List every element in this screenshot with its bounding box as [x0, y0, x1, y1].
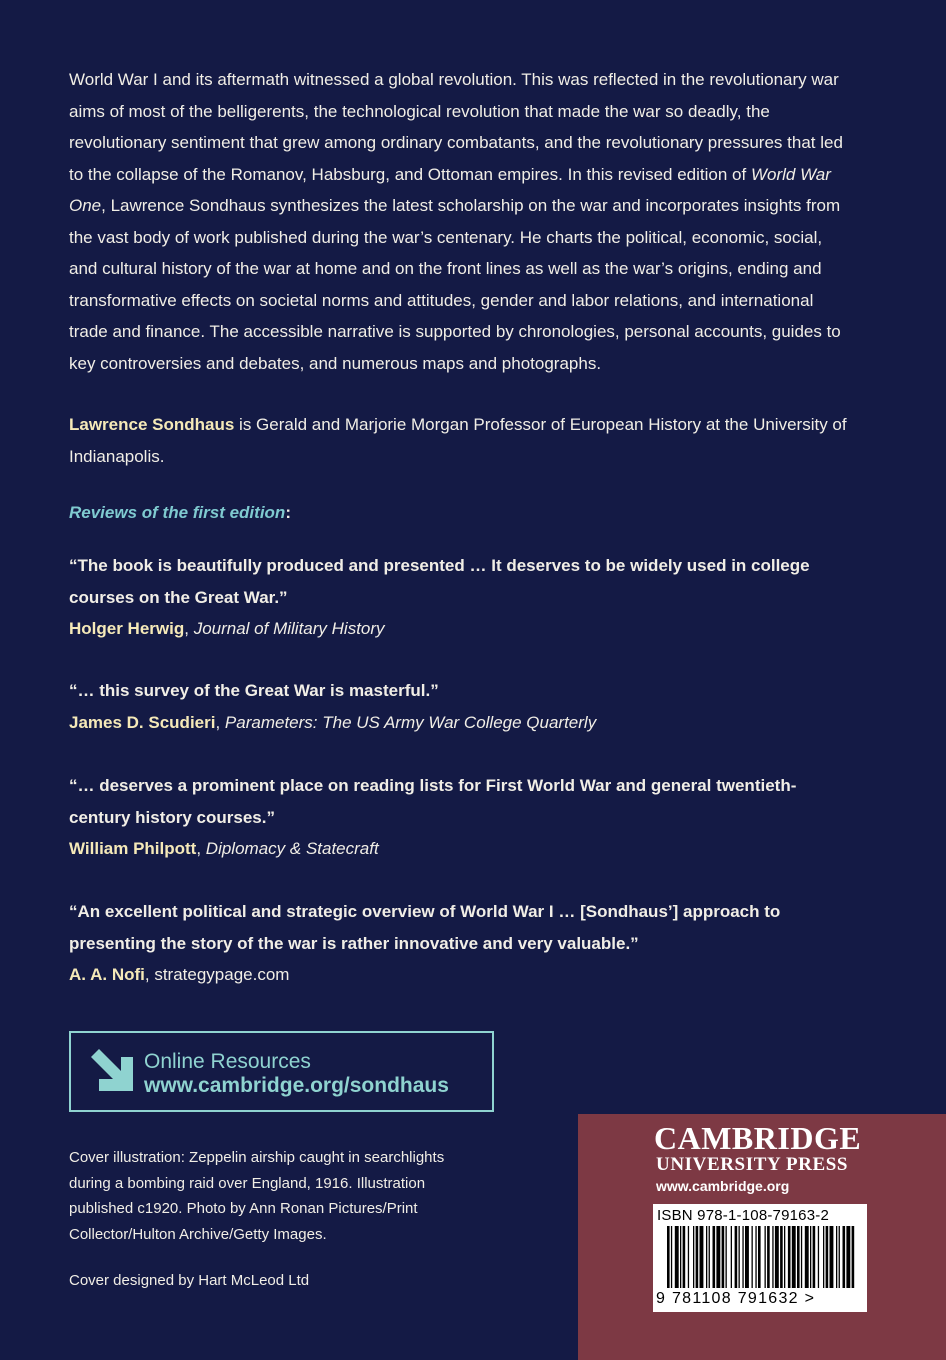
- reviewer-name: Holger Herwig: [69, 619, 185, 638]
- online-resources-title: Online Resources: [144, 1050, 311, 1073]
- publisher-logo-sub: UNIVERSITY PRESS: [656, 1154, 849, 1175]
- book-title: World War One: [69, 164, 831, 215]
- review-quote: “An excellent political and strategic overview of World War I … [Sondhaus’] approach to presenting the story of the war is rather innovative and very valuable.”: [69, 902, 781, 953]
- publisher-logo-name: CAMBRIDGE: [654, 1120, 862, 1156]
- barcode-bar: [726, 1226, 727, 1288]
- publisher-panel: [578, 1114, 946, 1360]
- barcode-bar: [765, 1226, 766, 1288]
- isbn-label: ISBN 978-1-108-79163-2: [657, 1207, 830, 1224]
- barcode-bar: [767, 1226, 770, 1288]
- author-bio-text: is Gerald and Marjorie Morgan Professor of European History at the University of Indianapolis.: [69, 415, 847, 466]
- barcode-bar: [693, 1226, 694, 1288]
- author-name: Lawrence Sondhaus: [69, 415, 235, 434]
- isbn-barcode: [653, 1204, 867, 1312]
- barcode-bar: [780, 1226, 783, 1288]
- barcode-bar: [826, 1226, 829, 1288]
- barcode-bar: [852, 1226, 855, 1288]
- barcode-bar: [836, 1226, 837, 1288]
- barcode-bars: [667, 1226, 857, 1288]
- review-source: Diplomacy & Statecraft: [205, 839, 379, 858]
- publisher-url[interactable]: www.cambridge.org: [656, 1178, 790, 1194]
- review-quote: “… deserves a prominent place on reading lists for First World War and general twentieth-century history courses.”: [69, 776, 797, 827]
- barcode-bar: [797, 1226, 800, 1288]
- online-resources-link[interactable]: www.cambridge.org/sondhaus: [144, 1074, 449, 1097]
- reviewer-separator: ,: [196, 839, 206, 858]
- barcode-bar: [709, 1226, 710, 1288]
- review-source: strategypage.com: [154, 965, 290, 984]
- review-quote: “… this survey of the Great War is masterful.”: [69, 681, 439, 700]
- barcode-bar: [775, 1226, 779, 1288]
- review-source: Journal of Military History: [193, 619, 385, 638]
- barcode-bar: [731, 1226, 732, 1288]
- review-philpott: [69, 770, 849, 864]
- review-attribution: [69, 959, 849, 990]
- barcode-bar: [716, 1226, 720, 1288]
- barcode-bar: [680, 1226, 681, 1288]
- barcode-bar: [683, 1226, 686, 1288]
- barcode-bar: [675, 1226, 679, 1288]
- barcode-bar: [792, 1226, 796, 1288]
- reviewer-separator: ,: [215, 712, 225, 732]
- barcode-bar: [805, 1226, 809, 1288]
- review-quote: “The book is beautifully produced and presented … It deserves to be widely used in college courses on the Great War.”: [69, 556, 810, 607]
- barcode-bar: [696, 1226, 699, 1288]
- barcode-bar: [758, 1226, 761, 1288]
- reviewer-name: William Philpott: [69, 839, 197, 858]
- review-nofi: [69, 896, 849, 990]
- review-attribution: [69, 613, 849, 644]
- review-herwig: [69, 550, 849, 644]
- review-attribution: [69, 707, 849, 738]
- barcode-bar: [823, 1226, 824, 1288]
- reviewer-name: A. A. Nofi: [69, 965, 145, 984]
- barcode-bar: [713, 1226, 716, 1288]
- author-bio: [69, 409, 849, 472]
- barcode-bar: [706, 1226, 707, 1288]
- barcode-bar: [735, 1226, 738, 1288]
- barcode-bar: [846, 1226, 850, 1288]
- blurb-text-part1: World War I and its aftermath witnessed a global revolution. This was reflected in the revolutionary war aims of most of the belligerents, the technological revolution that made the war so deadly, the revolutionary sentiment that grew among ordinary combatants, and the revolutionary pressures that led to the collapse of the Romanov, Habsburg, and Ottoman empires. In this revised edition of: [69, 70, 843, 184]
- barcode-bar: [752, 1226, 753, 1288]
- barcode-bar: [688, 1226, 689, 1288]
- review-source: Parameters: The US Army War College Quarterly: [224, 712, 597, 732]
- reviews-heading-text: Reviews of the first edition: [69, 503, 286, 522]
- barcode-bar: [818, 1226, 819, 1288]
- blurb-paragraph: [69, 64, 849, 379]
- barcode-bar: [755, 1226, 756, 1288]
- barcode-bar: [843, 1226, 846, 1288]
- barcode-bar: [745, 1226, 749, 1288]
- review-attribution: [69, 833, 849, 864]
- barcode-bar: [801, 1226, 802, 1288]
- review-scudieri: [69, 675, 849, 738]
- barcode-bar: [813, 1226, 816, 1288]
- reviewer-name: James D. Scudieri: [69, 712, 216, 732]
- barcode-bar: [839, 1226, 840, 1288]
- barcode-bar: [722, 1226, 725, 1288]
- barcode-bar: [671, 1226, 672, 1288]
- barcode-bar: [772, 1226, 773, 1288]
- barcode-number: 9 781108 791632 >: [656, 1290, 816, 1307]
- barcode-bar: [810, 1226, 811, 1288]
- cover-credits: Cover illustration: Zeppelin airship caught in searchlights during a bombing raid over England, 1916. Illustration published c1920. Photo by Ann Ronan Pictures/Print Collector/Hulton Archive/Getty Images.: [69, 1149, 445, 1243]
- barcode-bar: [739, 1226, 740, 1288]
- blurb-text-part2: , Lawrence Sondhaus synthesizes the latest scholarship on the war and incorporates insights from the vast body of work published during the war’s centenary. He charts the political, economic, social, and cultural history of the war at home and on the front lines as well as the war’s origins, ending and transformative effects on societal norms and attitudes, gender and labor relations, and international trade and finance. The accessible narrative is supported by chronologies, personal accounts, guides to key controversies and debates, and numerous maps and photographs.: [69, 196, 841, 373]
- reviews-heading: [69, 503, 291, 523]
- barcode-bar: [784, 1226, 785, 1288]
- barcode-bar: [667, 1226, 670, 1288]
- barcode-bar: [830, 1226, 834, 1288]
- barcode-bar: [700, 1226, 704, 1288]
- reviews-heading-colon: :: [285, 503, 291, 522]
- reviewer-separator: ,: [184, 619, 194, 638]
- reviewer-separator: ,: [144, 965, 155, 984]
- barcode-bar: [742, 1226, 743, 1288]
- cover-designer: Cover designed by Hart McLeod Ltd: [69, 1272, 310, 1289]
- barcode-bar: [788, 1226, 791, 1288]
- online-resources-box[interactable]: [69, 1031, 494, 1112]
- arrow-down-right-icon: [91, 1049, 135, 1093]
